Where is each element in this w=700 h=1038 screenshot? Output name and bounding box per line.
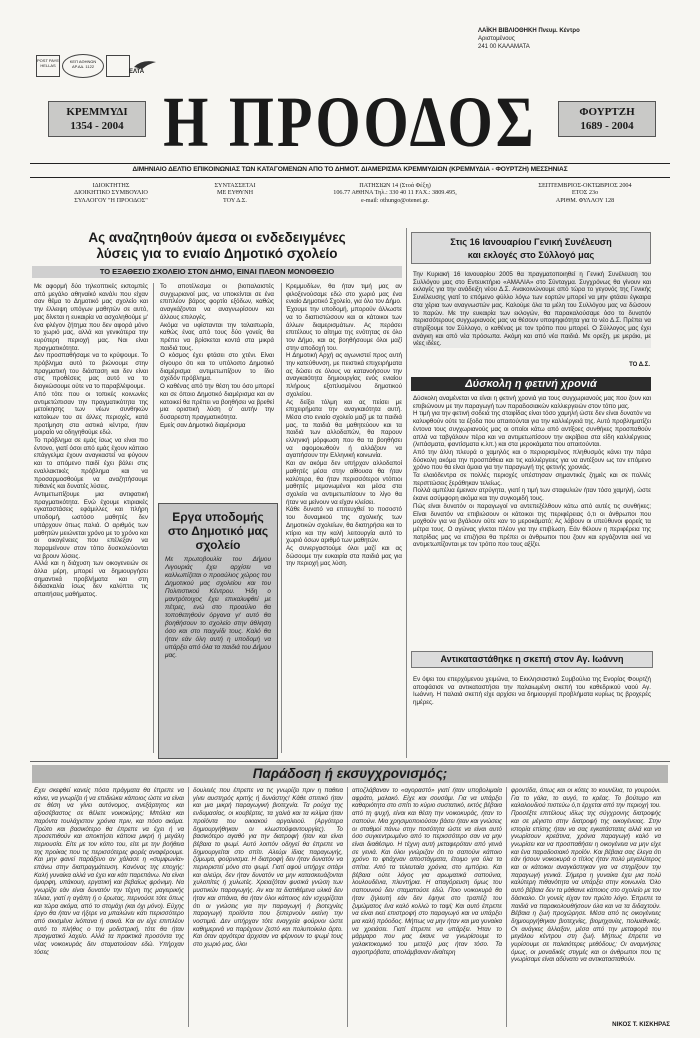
- issue-info: [510, 182, 660, 204]
- editor-info: [180, 182, 290, 204]
- paragraph: Πώς είναι δυνατόν οι παραγωγοί να αντεπεξέλθουν κάτω από αυτές τις συνθήκες; Είναι δυνατόν να επιβιώσουν οι κάτοικοι της περιφέρειας ό,τι οι άνθρωποι που μοχθούν για να βγάλουν ούτε καν το μεροκάματό; Ας λάβουν οι υπεύθυνοι φορείς τα μέτρα τους. Ο αγώνας γίνεται πλέον για την επιβίωση. Εάν θέλουν η περιφέρεια της πατρίδας μας να επιζήσει θα πρέπει οι άνθρωποι που ζουν και εργάζονται εκεί να αντιμετωπίζονται με τον τρόπο που τους αξίζει.: [413, 502, 651, 549]
- address-line-3: 241 00 ΚΑΛΑΜΑΤΑ: [478, 44, 530, 50]
- column-divider: [153, 283, 154, 753]
- paragraph: Αλλά και η διάχυση των οικογενειών σε άλλα μέρη, μπορεί να δημιουργήσει σημαντικά προβλήματα και στη διδασκαλία ίσως δεν καλύπτει τις απαιτήσεις μαθήματος.: [34, 560, 148, 599]
- paragraph: Ο καθένας από την θέση του όσο μπορεί και σε όποιο Δημοτικό διαμέρισμα και αν κατοικεί θα πρέπει να βοηθήσει να βρεθεί μια οριστική λύση ο' αυτήν την δυσαρεστη πραγματικότητα.: [160, 383, 274, 421]
- contact-info: [305, 182, 485, 204]
- section-rule: [30, 761, 670, 762]
- difficult-title: Δύσκολη η φετινή χρονιά: [411, 377, 651, 391]
- editor-line-2: ΜΕ ΕΥΘΥΝΗ: [216, 189, 254, 197]
- left-village: ΚΡΕΜΜΥΔΙ: [66, 106, 128, 118]
- address-line-1: ΛΑΪΚΗ ΒΙΒΛΙΟΘΗΚΗ Πνευμ. Κέντρο: [478, 28, 580, 34]
- right-years: 1689 - 2004: [580, 120, 634, 132]
- column-divider: [406, 228, 407, 758]
- paragraph: Και αν ακόμα δεν υπήρχαν αλλοδαποί μαθητές μέσα στην αίθουσα θα ήταν καλύτερα, θα ήταν περισσότεροι ντόπιοι μαθητές μεμονωμένοι και μέσα στα σχολεία να αντιμετωπίσουν το λίγο θα ήταν να μείνουν να είχαν κλείσει.: [286, 460, 402, 506]
- roof-body: Εν όψει του επερχόμενου χειμώνα, το Εκκλησιαστικό Συμβούλιο της Ενορίας Φουρτζή αποφάσισε να αντικαταστήσει την παλαιωμένη σκεπή του καθεδρικού ναού Αγ. Ιωάννη. Η παλαιά σκεπή είχε αρχίσει να δημιουργεί προβλήματα κυρίως τις βροχερές ημέρες.: [413, 676, 651, 707]
- owner-line-2: ΔΙΟΙΚΗΤΙΚΟ ΣΥΜΒΟΥΛΙΟ: [74, 189, 148, 197]
- paragraph: Αντιμετωπίζουμε μια αντιφατική πραγματικότητα. Ενώ έχουμε κτιριακές εγκαταστάσεις εφάμιλλες και πλήρη υποδομή, ωστόσο μαθητές δεν υπάρχουν όπως παλιά. Ο αριθμός των μαθητών μειώνεται χρόνο με το χρόνο και οι οικογένειες που επέλεξαν να παραμείνουν στον τόπο δυσκολεύονται να βρουν λύσεις.: [34, 490, 148, 560]
- right-village: ΦΟΥΡΤΖΗ: [579, 106, 635, 118]
- main-col-2: [160, 283, 274, 429]
- paragraph: Η τιμή για την φετινή σοδειά της σταφίδας είναι τόσο χαμηλή ώστε δεν είναι δυνατόν να καλυφθούν ούτε τα έξοδα που απαιτούνται για την καλλιέργειά της. Αυτό προβληματίζει έντονα τους συγχωριανούς μας οι οποίοι κάτω από αντίξοες συνθήκες προσπαθούν απλά να ταβγάλουν πέρα και να αντιμετωπίσουν την ακρίβεια στα είδη καλλιέργειας (λιπάσματα, φαντίσματα κ.λπ.) και στα μεροκάματα που απαιτούνται.: [413, 410, 651, 449]
- postage-seal-line-2: ΑΡ.ΑΔ. 1122: [71, 64, 95, 69]
- main-headline-line-2: λύσεις για το ενιαίο Δημοτικό σχολείο: [96, 246, 338, 261]
- tradition-signature: ΝΙΚΟΣ Τ. ΚΙΣΚΗΡΑΣ: [612, 1021, 670, 1028]
- issue-number: ΑΡΙΘΜ. ΦΥΛΛΟΥ 128: [555, 196, 615, 204]
- contact-line-2: 106.77 ΑΘΗΝΑ Τηλ.: 330 40 11 FAX.: 3809.495,: [333, 189, 457, 197]
- paragraph: Από τότε που οι τοπικές κοινωνίες αντιμετώπισαν την πραγματικότητα της μετοίκησης των νέων συνθηκών κατοίκων του σε άλλες περιοχές, κατά προτίμηση στα αστικά κέντρα, ήταν μοιραίο να οδηγηθούμε εδώ.: [34, 390, 148, 437]
- left-year-box: [48, 101, 146, 137]
- erga-title: Εργα υποδομής στο Δημοτικό μας σχολείο: [167, 510, 269, 552]
- paragraph: Ο κόσμος έχει φτάσει στο χτένι. Είναι σίγουρο ότι και το υπόλοιπο Δημοτικό διαμέρισμα αντιμετωπίζουν το ίδιο σχεδόν πρόβλημα.: [160, 352, 274, 383]
- masthead-rule-bottom: [30, 177, 670, 178]
- assembly-body: Την Κυριακή 16 Ιανουαρίου 2005 θα πραγματοποιηθεί η Γενική Συνέλευση του Συλλόγου μας στο Εντευκτήριο «ΑΜΑΛΙΑ» στο Σύνταγμα. Συγχρόνως θα γίνουν και εκλογές για την ανάδειξη νέου Δ.Σ. Ανακοινώνουμε από τώρα το γεγονός της Γενικής Συνέλευσης γιατί το επόμενο φύλλο λόγω των εορτών μπορεί να μην φτάσει έγκαιρα στα χέρια των αναγνωστών μας. Καλούμε όλα τα μέλη του Συλλόγου μας να δώσουν το παρών. Με την ευκαιρία των εκλογών, θα παρακαλούσαμε όσο το δυνατόν περισσότερους συγχωριανούς μας να θέσουν υποψηφιότητα για το νέο Δ.Σ. Πρέπει να στηρίξουμε τον Σύλλογο, ο καθένας με τον τρόπο που μπορεί. Ο Σύλλογος μας έχει ανάγκη και από νέα πρόσωπα. Ακόμη και από νέα παιδιά. Με ορεξη, με μεράκι, με νέες ιδέες.: [413, 271, 651, 348]
- paragraph: Πολλά αμπέλια έμειναν ατρύγητα, γιατί η τιμή των σταφυλιών ήταν τόσο χαμηλή, ώστε έκανε ασύμφορη ακόμα και την συγκομιδή τους.: [413, 487, 651, 503]
- paragraph: Από την άλλη πλευρά ο χαμηλός και ο περιορισμένος πληθυσμός κάνει την πάρα δύσκολη ακόμα την προσπάθεια και τις καλλιέργειες για να αντέξουν ως τον επόμενο χρόνο που θα είναι όμοια για την παραγωγή της φετινής χρονιάς.: [413, 448, 651, 472]
- paragraph: Κάθε δυνατό να επιτευχθεί το ποσοστό του δυναμικού της σχολικής των Δημοτικών σχολείων, θα διατηρήσει και το κτίριο και την καλή λειτουργία αυτό το χωριό όσων αριθμό των μαθητών.: [286, 506, 402, 545]
- paragraph: Ας συνεργαστούμε όλοι μαζί και ας δώσουμε την ευκαιρία στα παιδιά μας για την περιοχή μας λύση.: [286, 544, 402, 568]
- main-col-3: [286, 283, 402, 568]
- owner-line-3: ΣΥΛΛΟΓΟΥ "Η ΠΡΟΟΔΟΣ": [74, 196, 148, 204]
- paragraph: Εμείς σαν Δημοτικό διαμέρισμα: [160, 421, 246, 429]
- paragraph: Δύσκολη αναμένεται να είναι η φετινή χρονιά για τους συγχωριανούς μας που ζουν και επιβιώνουν με την παραγωγή των παραδοσιακών καλλιεργειών στον τόπο μας.: [413, 395, 651, 410]
- tradition-col-4: φροντίδα, όπως και οι κότες το κουνέλια, το γουρούνι. Για το γάλα, το αυγό, το κρέας. Το βούτυρο και καλαλουδιού πιστεύω ό,τι έρχεται από την περιοχή του. Προσέξτε επιτέλους ιδίως της σύγχρονης διατροφής και σε μέγιστο στην διατροφή της οικογένειας. Στην ιστορία επίσης ήταν να σας εγκατάστατες αλλά και να γνωρίσουν κρεάτινα, χρόνια παραγωγή καλό να γνωρίσει και να προσπαθήσει η οικογένεια να μην είχε και ένα παραδοσιακό προϊόν. Και βέβαια σας έλεγα ότι εάν ήσουν νοικοκυρά ο τίτλος ήταν πολύ μεγαλύτερος και οι κάτοικοι αναγκάστηκαν για να στηρίξουν την παραγωγή γενικά. Σήμερα η γυναίκα έχει μια πολύ καλύτερη πιθανότητα να υπάρξει στην κοινωνία. Όλο αυτό βέβαια δεν τα μάθαινε κάποιος στο σχολείο με τον δάσκαλο. Οι γονείς είχαν τον πρώτο λόγο. Έπρεπε τα παιδιά να παρακολουθήσουν όλα και να τα διδαχτούν. Βέβαια η ζωή προχώρησε. Μέσα από τις οικογένειες δημιουργήθηκαν βιοτεχνίες, βιομηχανίες, πολυεθνικές. Οι ανάγκες άλλαξαν, μέσα από την μεταφορά του μεγάλου κέντρου στη ζωή. Μήπως έπρεπε να γυρίσουμε σε παλαιότερες μεθόδους; Οι αναμνήσεις όμως, οι μοναδικές στιγμές και οι άνθρωποι που τις γνωρίσαμε είναι αδύνατο να αντικατασταθούν.: [511, 787, 661, 964]
- paragraph: Με αφορμή δύο τηλεοπτικές εκπομπές από μεγάλο αθηναϊκό κανάλι που είχαν σαν θέμα το Δημοτικό μας σχολείο και την έλλειψη υπόγων μαθητών σε αυτό, μας δίνεται η ευκαιρία να ασχοληθούμε μ' ένα φλέγον ζήτημα που δεν αφορά μόνο το χωριό μας, αλλά και γενικότερα την ευρύτερη περιοχή μας. Ναι είναι πραγματικότητα.: [34, 283, 148, 352]
- assembly-title-line-1: Στις 16 Ιανουαρίου Γενική Συνέλευση: [450, 237, 612, 247]
- address-line-2: Αριστομένους: [478, 36, 515, 42]
- postage-seal-line-1: ΚΕΠ ΑΘΗΝΩΝ: [69, 59, 97, 64]
- paragraph: Το αποτέλεσμα οι βιοπαλαιστές συγχωριανοί μας, να υποκείνται σε ένα επιπλέον βάρος φορτίο εξόδων, καθώς αναγκάζονται να αναγνωρίσουν και άλλους επιλογές.: [160, 283, 274, 321]
- main-col-1: [34, 283, 148, 599]
- erga-box: [158, 503, 278, 759]
- paragraph: Ας δείξει τόλμη και ας πείσει με επιχειρήματα την αναγκαιότητα αυτή. Μέσα στο ενιαίο σχολείο μαζί με τα παιδιά μας, τα παιδιά θα μαθητεύουν και τα παιδιά των αλλοδαπών, θα παρουν ελληνική μόρφωση που θα τα βοηθήσει να αφομοιωθούν ή αλλάζουν να αγαπήσουν την Ελληνική κοινωνία.: [286, 398, 402, 460]
- postage-stamp-text: POST PAYE HELLAS: [37, 58, 60, 68]
- elta-label: ΕΛΤΑ: [129, 69, 145, 75]
- owner-line-1: ΙΔΙΟΚΤΗΤΗΣ: [92, 182, 130, 189]
- main-subhead: ΤΟ ΕΞΑΘΕΣΙΟ ΣΧΟΛΕΙΟ ΣΤΟΝ ΔΗΜΟ, ΕΙΝΑΙ ΠΛΕΟΝ ΜΟΝΟΘΕΣΙΟ: [32, 266, 402, 278]
- column-divider: [188, 787, 189, 1027]
- column-divider: [281, 283, 282, 753]
- difficult-body: [413, 395, 651, 639]
- contact-line-1: ΠΑΤΗΣΙΩΝ 14 (Στοά Φέξη): [359, 182, 431, 189]
- paragraph: Δεν προσπαθήσαμε να το κρύψουμε. Το πρόβλημα αυτό το βιώνουμε στην πραγματική του διάσταση και δεν είναι στις προθέσεις μας αυτό να το διογκώσουμε ούτε να το παραβλέψουμε.: [34, 352, 148, 391]
- editor-line-1: ΣΥΝΤΑΣΣΕΤΑΙ: [214, 182, 256, 189]
- tradition-col-3: αποζλάβαναν το «αγοραστό» γιατί ήταν υποβολιμαία αφράτο, μαλακό. Είχε και σουσάμι. Για να υπάρξει καθαριότητα στο σπίτι το κύριο συστατικό, εκτός βέβαια από τη ψυχή, είναι και θέση την νοικοκυράς, ήταν το σαπούνι. Μια χρησιμοποιούσαν βάσει ήταν και γνώσεις οι σταθμοί πάνω στην ποσότητα ώστε να είναι αυτό όσο συγκεντρωμένο από το περισσότερο σαν να μην είναι διαθέσιμο. Η τέχνη αυτή μεταφερόταν από γενιά σε γενιά. Και όλοι γνώριζαν ότι το σαπούνι κάποιο χρόνο το φτιάχναν αποστάγματα, έτοιμο για όλα τα σπίτια. Από τα τελευταία χρόνια, στο εμπόριο. Και βέβαια ούτε λόγος για αρωματικά σαπούνια, λουλουδένια, πλυντήρια. Η απαγόρευση όμως του σαπουνιού δεν σταματούσε εδώ. Ποιο νοικοκυρά θα ήταν ζηλευτή εάν δεν έψηνε στο τραπέζι του ζυμώματος ένα καλό κολλώ το ταψί; Και αυτό έπρεπε να είναι εκεί επιστροφή στο παραγωγό και να υπάρξει μια καλή πρόοδος. Μήπως να μην ήταν και μια γυναίκα να χρειάσει. Γιατί έπρεπε να υπάρξει. Ήταν το μάρμαρο που μας έκανε να γνωρίσουμε το γαλακτοκομικό του μεταξύ μας ήταν τόσο. Τα αγροπρόβατα, απολάμβαναν ιδιαίτερη: [352, 787, 502, 956]
- main-headline-line-1: Ας αναζητηθούν άμεσα οι ενδεδειγμένες: [88, 230, 346, 245]
- right-year-box: [558, 101, 656, 137]
- postage-stamp: [36, 55, 60, 77]
- tradition-col-1: Εχει σκεφθεί κανείς πόσα πράγματα θα έπρεπε να κάνει, να γνωρίζει ή να επιδιώκει κάποιος ώστε να είναι σε θέση να γίνει αυτόνομος, ανεξάρτητος και αξιοσέβαστος σε θέλετε νοικοκύρης; Μπόλια και παρόντα τουλάχιστον χρόνια πριν, και πόσο ακόμα. Πρώτο και βασικότερο θα έπρεπε να έχει ή να προσεπιθούν και αποκτήσει κάποια μικρή ή μεγάλη περιουσία. Είτε με τον κόπο του, είτε με την βοήθεια της προίκας που τις περισσότερες φορές αναφέρουμε. Και μην φανεί παράξενο αν χάλασε η «συμφωνία» επάνω στην διαπραγμάτευση. Κανόνας της εποχής: Καλή γυναίκα αλλά να έχει και κάτι παρεπάνω. Να είναι όμορφη, υπάκουη, εργατική και βεβαίως φρόνιμη. Να γνωρίζει εάν είναι δυνατόν την τέχνη της μαγειρικής τέλεια, γιατί η αγάπη ή ο έρωτας, περνούσε τότε όπως και τώρα ακόμα, από το στομάχι (και όχι μόνο). Εύχης έργο θα ήταν να ήξερε να μπαλώνει κάτι περισσότερο από σκισμένα λιόπανα ή σακιά. Και αν είχε επιπλέον αυτό το πλήθος ο την μοδιστρική, τότε θα ήταν πραγματικό λαχείο. Αλλά τα πρακτικά προσόντα της νέας νοικοκυράς δεν σταματούσαν εδώ. Υπήρχαν τόσες: [34, 787, 184, 956]
- postage-permit: [106, 55, 130, 77]
- assembly-title-box: [411, 232, 651, 264]
- tradition-col-2: δουλειές που έπρεπε να τις γνωρίζει πριν η παθεια γίνει αυστηρός κριτής ή δυνάστης! Κάθε σπιτικό ήταν και μια μικρή παραγωγική βιοτεχνία. Τα ρούχα της ενδυμασίας, οι κουβέρτες, τα χαλιά και τα κιλίμια ήταν προϊόντα του οικιακού αργαλειού. (Αργότερα δημιουργήθηκαν οι κλωστοϋφαντουργίες). Το βασικότερο αγαθό για την διατροφή ήταν και είναι βέβαια το ψωμί. Αυτό λοιπόν οδηγεί θα έπρεπε να δημιουργείται στο σπίτι. Αλεύρι ίδιας παραγωγής, ζύμωμα, φούρνισμα. Η διατροφή δεν ήταν δυνατόν να περιοριστεί μόνο στο ψωμί. Γιατί αφού υπήρχε σιτάρι και αλεύρι, δεν ήταν δυνατόν να μην κατασκευάζονται χυλοπίτες ή χυλωτές. Χρειαζόταν φυσικά γνώση των μυστικών παραγωγής. Αν και τα διατιθέμενα υλικά δεν ήταν και σπάνια, θα ήταν όλοι κάποιος εάν ισχυρίζεται ότι οι γνώσεις για την παραγωγή ή βιοτεχνίες παραγωγή προϊόντα που ξεπερνούν εκείνη την νοστιμιά. Δεν υπήρχαν τότε εναγχεία φούρνοι ώστε καθημερινά να παρέχουν ζεστό και πολυποίκιλο άρτο. Και όταν αργότερα άρχισαν να φέρνουν το ψωμί τους στο χωριό μας, όλοι: [193, 787, 343, 949]
- column-divider: [506, 787, 507, 1027]
- postage-seal: [62, 54, 104, 78]
- paragraph: Τα ελαιόδεντρα σε πολλές περιοχές υπέστησαν σημαντικές ζημιές και σε πολλές περιπτώσεις ξεράθηκαν τελείως.: [413, 472, 651, 487]
- paragraph: Κρεμμυδίων, θα ήταν τιμή μας αν φιλοξενούσαμε εδώ στο χωριό μας ένα ενιαίο Δημοτικό Σχολείο, για όλο τον Δήμο.: [286, 283, 402, 306]
- paragraph: Ακόμα να υφίστανται την ταλαιπωρία, καθώς ένας από τους δύο γονείς θα πρέπει να βρίσκεται κοντά στα μικρά παιδιά τους.: [160, 321, 274, 352]
- paragraph: Η Δημοτική Αρχή ας αγωνιστεί προς αυτή την κατεύθυνση, με πειστικά επιχειρήματα ας δώσει σε όλους να κατανοήσουν την αναγκαιότητα δημιουργίας ενός ενιαίου πλήρους εξοπλισμένου δημοτικού σχολείου.: [286, 352, 402, 398]
- column-divider: [347, 787, 348, 1027]
- masthead-subtitle: ΔΙΜΗΝΙΑΙΟ ΔΕΛΤΙΟ ΕΠΙΚΟΙΝΩΝΙΑΣ ΤΩΝ ΚΑΤΑΓΟΜΕΝΩΝ ΑΠΟ ΤΟ ΔΗΜΟΤ. ΔΙΑΜΕΡΙΣΜΑ ΚΡΕΜΜΥΔΙΩΝ (ΚΡΕΜΜΥΔΙΑ - ΦΟΥΡΤΖΗ) ΜΕΣΣΗΝΙΑΣ: [132, 166, 568, 173]
- roof-title: Αντικαταστάθηκε η σκεπή στον Αγ. Ιωάννη: [411, 651, 653, 668]
- main-headline: [32, 230, 402, 262]
- editor-line-3: ΤΟΥ Δ.Σ.: [223, 196, 247, 204]
- masthead-rule-top: [30, 163, 670, 164]
- address-label: [478, 27, 598, 51]
- paragraph: Το πρόβλημα σε εμάς ίσως να είναι πιο έντονο, γιατί όσοι από εμάς έχουν κάποιο επάγγελμα έχουν αναγκαστεί να φύγουν και το απόμενο παιδί έχει βάλει στις εναλλακτικές πρόβλημα και να προσαρμοσθούμε να αναζητήσουμε πιθανές και δυνατές λύσεις.: [34, 437, 148, 491]
- issue-year: ΕΤΟΣ 23ο: [571, 189, 599, 197]
- assembly-signature: ΤΟ Δ.Σ.: [629, 362, 650, 368]
- contact-email: e-mail: othungo@otenet.gr.: [360, 196, 430, 204]
- masthead-title: Η ΠΡΟΟΔΟΣ: [163, 80, 537, 162]
- owner-info: [46, 182, 176, 204]
- left-years: 1354 - 2004: [70, 120, 124, 132]
- tradition-title: Παράδοση ή εκσυγχρονισμός;: [32, 765, 668, 783]
- paragraph: Έχουμε την υποδομή, μπορούν άλλωστε να το διαπιστώσουν και οι κάτοικοι των άλλων διαμερισμάτων. Ας περάσει επιτέλους το αίτημα της ενότητας σε όλο τον Δήμο, και ας βοηθήσουμε όλοι μαζί στην αποδοχή του.: [286, 306, 402, 352]
- assembly-title-line-2: και εκλογές στο Σύλλογό μας: [467, 250, 595, 260]
- erga-body: Με πρωτοβουλία του Δήμου Λιγουριάς έχει αρχίσει να καλλωπίζεται ο προαύλιος χώρος του Δημοτικού μας σχολείου και του Πολιτιστικού Κέντρου. Ήδη ο μαντρότοιχος έχει επικαλυφθεί με πέτρες, ενώ στο προαύλιο θα τοποθετηθούν όργανα γι' αυτό θα βοηθήσουν το σχολείο στην άθληση όσο και στο παιχνίδι τους. Καλό θα ήταν εάν όλη αυτή η υποδομή να υπάρξει από όλα τα παιδιά του Δήμου μας.: [165, 556, 271, 659]
- issue-date: ΣΕΠΤΕΜΒΡΙΟΣ-ΟΚΤΩΒΡΙΟΣ 2004: [538, 182, 632, 189]
